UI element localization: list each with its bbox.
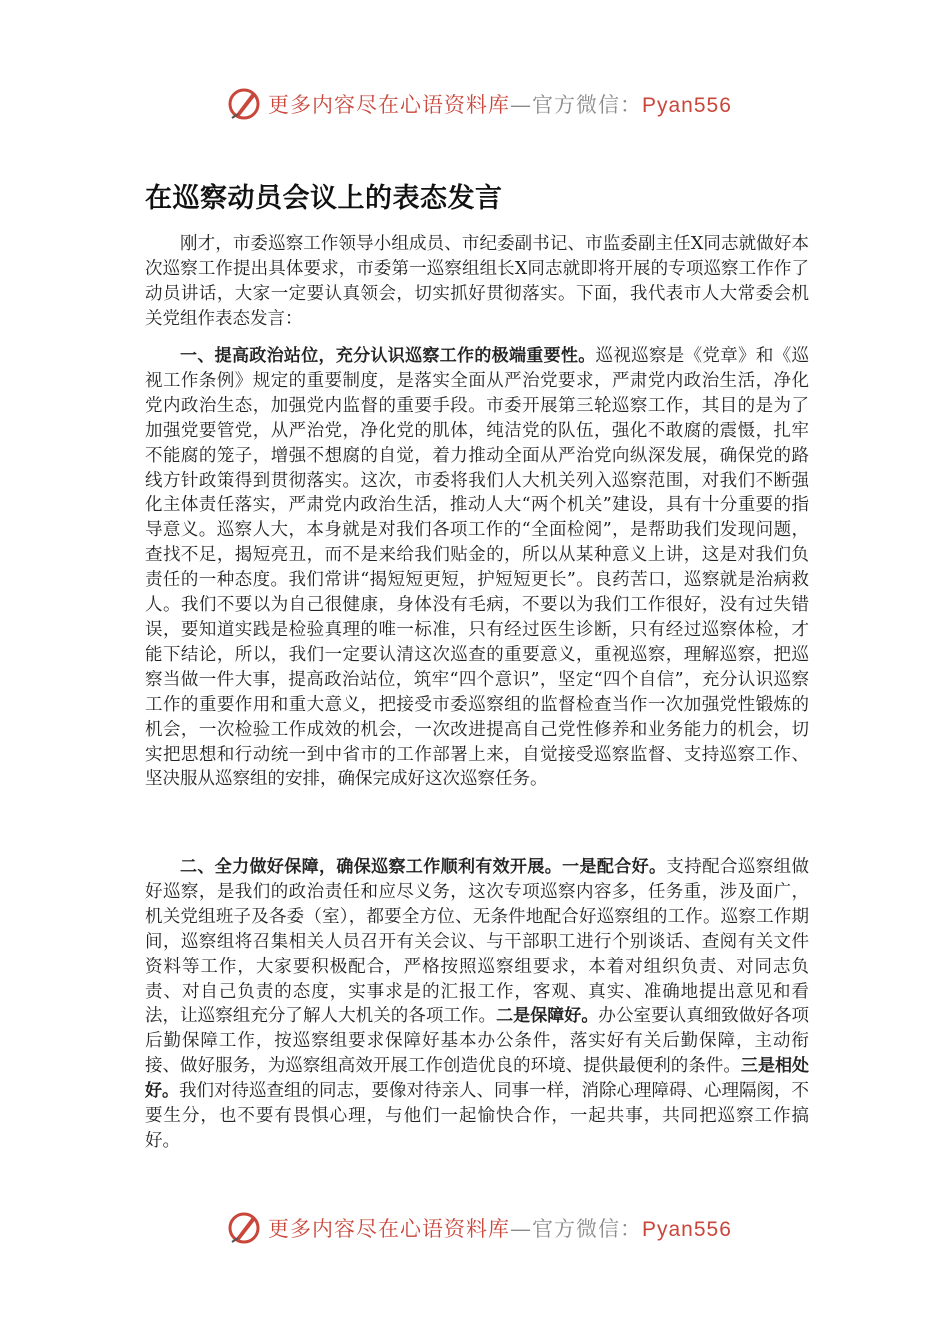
watermark-site: 更多内容尽在心语资料库: [268, 1217, 510, 1241]
footer-watermark: [226, 1208, 746, 1248]
section-2-lead-3: 三是相处好。: [145, 1056, 810, 1102]
watermark-wechat-id: Pyan556: [642, 94, 732, 117]
watermark-site: 更多内容尽在心语资料库: [268, 93, 510, 117]
intro-paragraph: 刚才，市委巡察工作领导小组成员、市纪委副书记、市监委副主任X同志就做好本次巡察工作提出具体要求，市委第一巡察组组长X同志就即将开展的专项巡察工作作了动员讲话，大家一定要认真领会，切实抓好贯彻落实。下面，我代表市人大常委会机关党组作表态发言：: [145, 234, 809, 329]
section-2-heading: 二、全力做好保障，确保巡察工作顺利有效开展。: [180, 857, 563, 877]
section-1-paragraph: [145, 344, 809, 792]
section-2-body-3: 我们对待巡查组的同志，要像对待亲人、同事一样，消除心理障碍、心理隔阂，不要生分，也不要有畏惧心理，与他们一起愉快合作，一起共事，共同把巡察工作搞好。: [145, 1081, 809, 1151]
watermark-text: [268, 89, 732, 119]
watermark-wechat-label: 官方微信：: [532, 1217, 642, 1241]
section-2-paragraph: [145, 855, 809, 1154]
quill-logo-icon: [226, 1210, 262, 1246]
header-watermark: [226, 84, 746, 124]
section-1-heading: 一、提高政治站位，充分认识巡察工作的极端重要性。: [180, 346, 596, 366]
section-2-body-2: 办公室要认真细致做好各项后勤保障工作，按巡察组要求保障好基本办公条件，落实好有关后勤保障，主动衔接、做好服务，为巡察组高效开展工作创造优良的环境、提供最便利的条件。: [145, 1006, 810, 1077]
watermark-wechat-id: Pyan556: [642, 1218, 732, 1241]
watermark-text: [268, 1213, 732, 1243]
document-title: 在巡察动员会议上的表态发言: [145, 183, 503, 214]
watermark-dash: —: [510, 1217, 532, 1241]
section-2-lead-1: 一是配合好。: [562, 857, 667, 877]
section-2-lead-2: 二是保障好。: [496, 1006, 599, 1027]
quill-logo-icon: [226, 86, 262, 122]
watermark-dash: —: [510, 93, 532, 117]
section-2-body-1: 支持配合巡察组做好巡察，是我们的政治责任和应尽义务，这次专项巡察内容多，任务重，涉及面广，机关党组班子及各委（室），都要全方位、无条件地配合好巡察组的工作。巡察工作期间，巡察组将召集相关人员召开有关会议、与干部职工进行个别谈话、查阅有关文件资料等工作，大家要积极配合，严格按照巡察组要求，本着对组织负责、对同志负责、对自己负责的态度，实事求是的汇报工作，客观、真实、准确地提出意见和看法，让巡察组充分了解人大机关的各项工作。: [145, 857, 810, 1027]
watermark-wechat-label: 官方微信：: [532, 93, 642, 117]
section-1-body: 巡视巡察是《党章》和《巡视工作条例》规定的重要制度，是落实全面从严治党要求，严肃党内政治生活，净化党内政治生态，加强党内监督的重要手段。市委开展第三轮巡察工作，其目的是为了加强党要管党，从严治党，净化党的肌体，纯洁党的队伍，强化不敢腐的震慑，扎牢不能腐的笼子，增强不想腐的自觉，着力推动全面从严治党向纵深发展，确保党的路线方针政策得到贯彻落实。这次，市委将我们人大机关列入巡察范围，对我们不断强化主体责任落实，严肃党内政治生活，推动人大“两个机关”建设，具有十分重要的指导意义。巡察人大，本身就是对我们各项工作的“全面检阅”，是帮助我们发现问题，查找不足，揭短亮丑，而不是来给我们贴金的，所以从某种意义上讲，这是对我们负责任的一种态度。我们常讲“揭短短更短，护短短更长”。良药苦口，巡察就是治病救人。我们不要以为自己很健康，身体没有毛病，不要以为我们工作很好，没有过失错误，要知道实践是检验真理的唯一标准，只有经过医生诊断，只有经过巡察体检，才能下结论，所以，我们一定要认清这次巡查的重要意义，重视巡察，理解巡察，把巡察当做一件大事，提高政治站位，筑牢“四个意识”，坚定“四个自信”，充分认识巡察工作的重要作用和重大意义，把接受市委巡察组的监督检查当作一次加强党性锻炼的机会，一次检验工作成效的机会，一次改进提高自己党性修养和业务能力的机会，切实把思想和行动统一到中省市的工作部署上来，自觉接受巡察监督、支持巡察工作、坚决服从巡察组的安排，确保完成好这次巡察任务。: [145, 346, 810, 790]
